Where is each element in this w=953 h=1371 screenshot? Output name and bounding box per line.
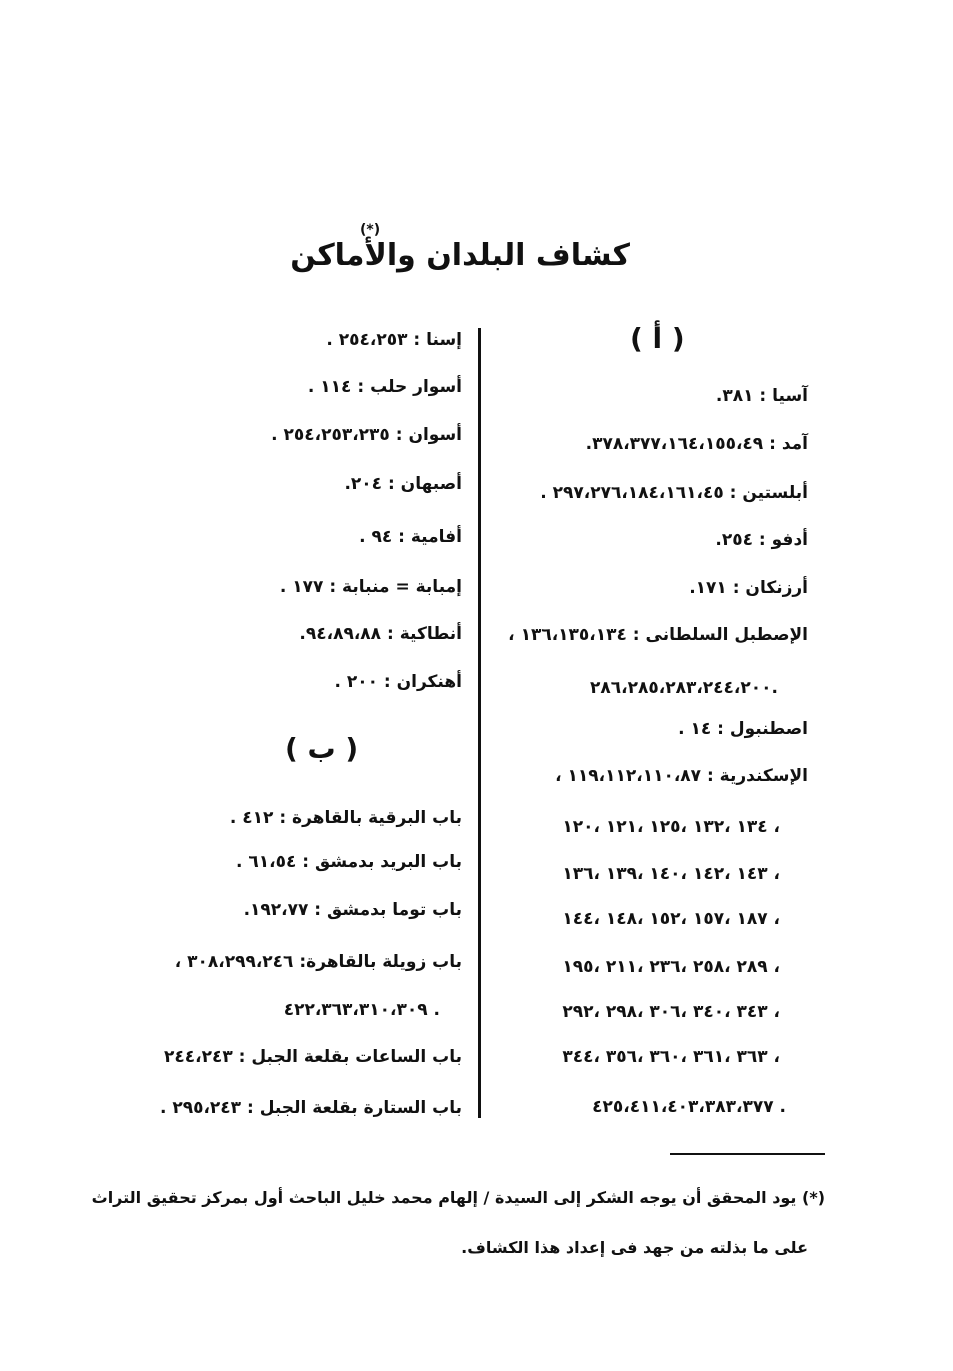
footnote-line-1: (*) يود المحقق أن يوجه الشكر إلى السيدة / إلهام محمد خليل الباحث أول بمركز تحقيق التراث — [91, 1188, 825, 1207]
index-entry: أسوار حلب : ١١٤ . — [307, 377, 462, 397]
index-entry-continuation: ٢٨٦،٢٨٥،٢٨٣،٢٤٤،٢٠٠. — [590, 678, 778, 698]
page-title — [290, 222, 630, 273]
index-entry: باب توما بدمشق : ١٩٢،٧٧. — [243, 900, 462, 920]
index-entry: باب البريد بدمشق : ٦١،٥٤ . — [236, 852, 462, 872]
column-divider — [478, 328, 481, 1118]
title-footnote-marker: (*) — [360, 222, 381, 238]
index-entry: أدفو : ٢٥٤. — [715, 530, 808, 550]
index-entry: إسنا : ٢٥٤،٢٥٣ . — [326, 330, 462, 350]
index-entry-continuation: ١٨٧ ،١٥٧ ،١٥٢ ،١٤٨ ،١٤٤ ، — [562, 909, 780, 929]
index-entry-continuation: ١٣٤ ،١٣٢ ،١٢٥ ،١٢١ ،١٢٠ ، — [562, 817, 780, 837]
footnote-rule — [670, 1153, 825, 1155]
index-entry: باب البرقية بالقاهرة : ٤١٢ . — [229, 808, 462, 828]
index-entry-continuation: ٢٨٩ ،٢٥٨ ،٢٣٦ ،٢١١ ،١٩٥ ، — [562, 957, 780, 977]
index-entry-continuation: ٣٦٣ ،٣٦١ ،٣٦٠ ،٣٥٦ ،٣٤٤ ، — [562, 1047, 780, 1067]
index-entry: باب الساعات بقلعة الجبل : ٢٤٤،٢٤٣ — [164, 1047, 462, 1067]
footnote-line-2: على ما بذلته من جهد فى إعداد هذا الكشاف. — [461, 1238, 808, 1257]
page-title-text: كشاف البلدان والأماكن — [290, 238, 630, 273]
index-entry: باب الستارة بقلعة الجبل : ٢٩٥،٢٤٣ . — [159, 1098, 462, 1118]
index-entry: باب زويلة بالقاهرة: ٣٠٨،٢٩٩،٢٤٦ ، — [174, 952, 462, 972]
index-entry-continuation: ١٤٣ ،١٤٢ ،١٤٠ ،١٣٩ ،١٣٦ ، — [562, 864, 780, 884]
index-entry-continuation: ٤٢٢،٣٦٣،٣١٠،٣٠٩ . — [283, 1000, 440, 1020]
index-entry: آمد : ٣٧٨،٣٧٧،١٦٤،١٥٥،٤٩. — [585, 434, 808, 454]
index-entry: اصطنبول : ١٤ . — [678, 719, 808, 739]
index-entry: أرزنكان : ١٧١. — [689, 578, 808, 598]
index-entry: أصبهان : ٢٠٤. — [344, 474, 462, 494]
index-entry: الإسكندرية : ١١٩،١١٢،١١٠،٨٧ ، — [555, 766, 808, 786]
index-entry: أفامية : ٩٤ . — [359, 527, 462, 547]
index-entry: أهنكران : ٢٠٠ . — [334, 672, 462, 692]
index-entry: الإصطبل السلطانى : ١٣٦،١٣٥،١٣٤ ، — [508, 625, 808, 645]
index-entry: إمبابة = منبابة : ١٧٧ . — [279, 577, 462, 597]
section-heading-alif: ( أ ) — [630, 322, 685, 355]
section-heading-ba: ( ب ) — [285, 732, 359, 765]
index-entry: أبلستين : ٢٩٧،٢٧٦،١٨٤،١٦١،٤٥ . — [540, 483, 808, 503]
index-entry-continuation: ٤٢٥،٤١١،٤٠٣،٣٨٣،٣٧٧ . — [592, 1097, 786, 1117]
index-entry: آسيا : ٣٨١. — [715, 386, 808, 406]
index-entry: أسوان : ٢٥٤،٢٥٣،٢٣٥ . — [271, 425, 462, 445]
index-entry: أنطاكية : ٩٤،٨٩،٨٨. — [299, 624, 462, 644]
index-entry-continuation: ٣٤٣ ،٣٤٠ ،٣٠٦ ،٢٩٨ ،٢٩٢ ، — [562, 1002, 780, 1022]
